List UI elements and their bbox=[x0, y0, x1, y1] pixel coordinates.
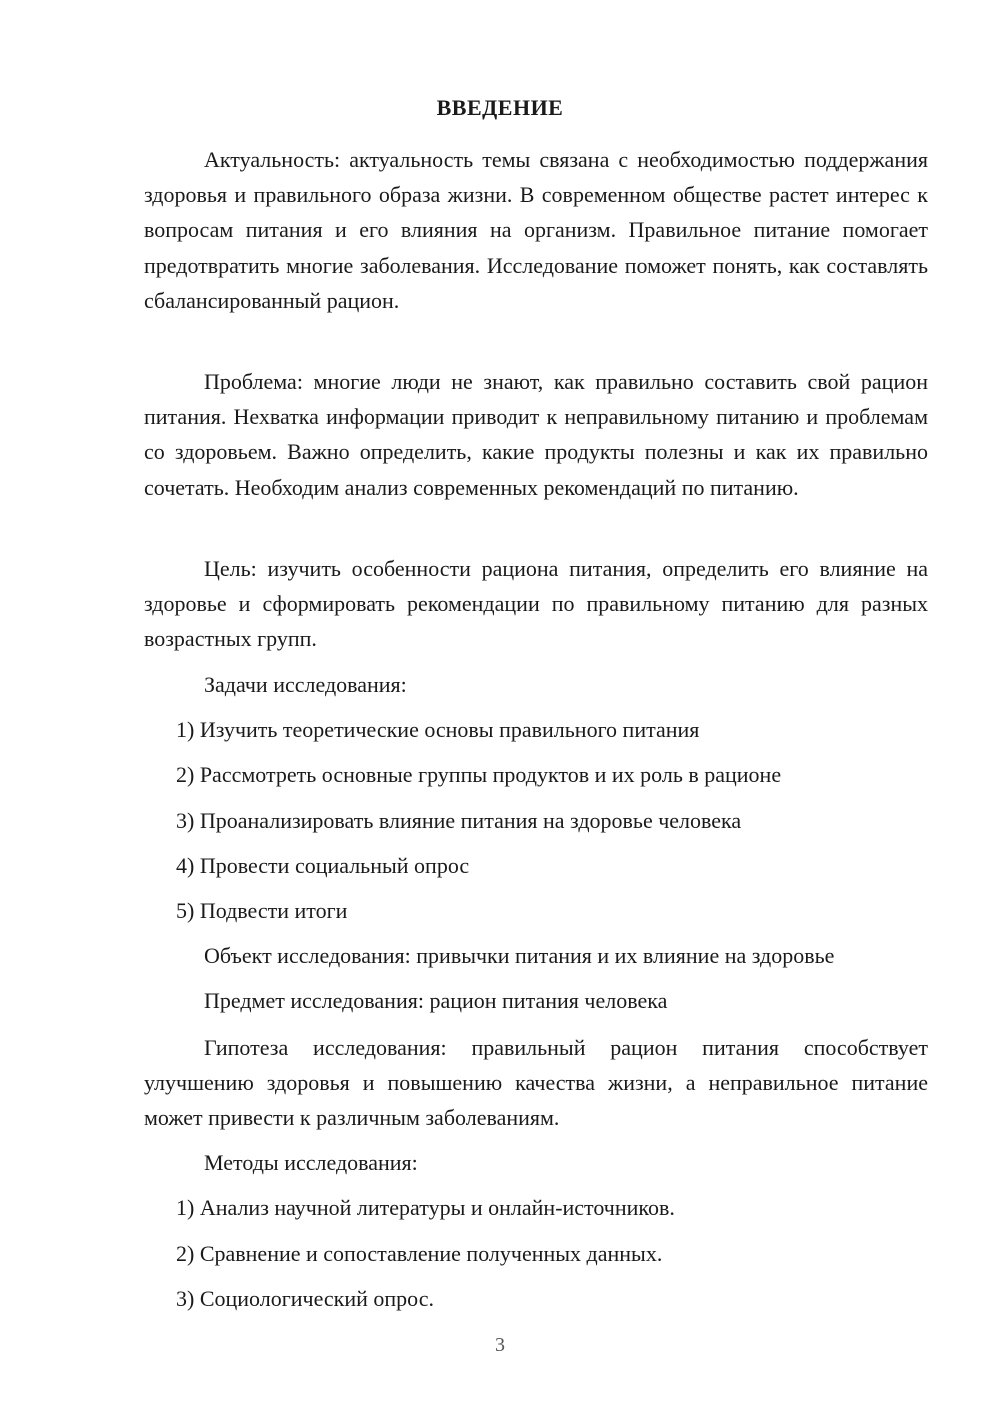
research-object: Объект исследования: привычки питания и их влияние на здоровье bbox=[204, 943, 835, 968]
relevance-paragraph: Актуальность: актуальность темы связана с необходимостью поддержания здоровья и правильного образа жизни. В современном обществе растет интерес к вопросам питания и его влияния на организм. Правильное питание помогает предотвратить многие заболевания. Исследование поможет понять, как составлять сбалансированный рацион. bbox=[144, 147, 928, 313]
task-item-1: 1) Изучить теоретические основы правильного питания bbox=[176, 717, 700, 742]
task-item-3: 3) Проанализировать влияние питания на здоровье человека bbox=[176, 808, 742, 833]
problem-paragraph: Проблема: многие люди не знают, как правильно составить свой рацион питания. Нехватка информации приводит к неправильному питанию и проблемам со здоровьем. Важно определить, какие продукты полезны и как их правильно сочетать. Необходим анализ современных рекомендаций по питанию. bbox=[144, 369, 928, 500]
task-item-4: 4) Провести социальный опрос bbox=[176, 853, 470, 878]
goal-paragraph: Цель: изучить особенности рациона питания, определить его влияние на здоровье и сформировать рекомендации по правильному питанию для разных возрастных групп. bbox=[144, 556, 928, 652]
tasks-heading: Задачи исследования: bbox=[204, 672, 407, 697]
task-item-2: 2) Рассмотреть основные группы продуктов и их роль в рационе bbox=[176, 762, 782, 787]
method-item-1: 1) Анализ научной литературы и онлайн-источников. bbox=[176, 1195, 675, 1220]
task-item-5: 5) Подвести итоги bbox=[176, 898, 348, 923]
research-subject: Предмет исследования: рацион питания человека bbox=[204, 988, 668, 1013]
method-item-2: 2) Сравнение и сопоставление полученных данных. bbox=[176, 1241, 663, 1266]
page-title: ВВЕДЕНИЕ bbox=[436, 95, 564, 120]
hypothesis-paragraph: Гипотеза исследования: правильный рацион питания способствует улучшению здоровья и повышению качества жизни, а неправильное питание может привести к различным заболеваниям. bbox=[144, 1035, 928, 1131]
methods-heading: Методы исследования: bbox=[204, 1150, 418, 1175]
method-item-3: 3) Социологический опрос. bbox=[176, 1286, 434, 1311]
page-number: 3 bbox=[495, 1334, 505, 1356]
